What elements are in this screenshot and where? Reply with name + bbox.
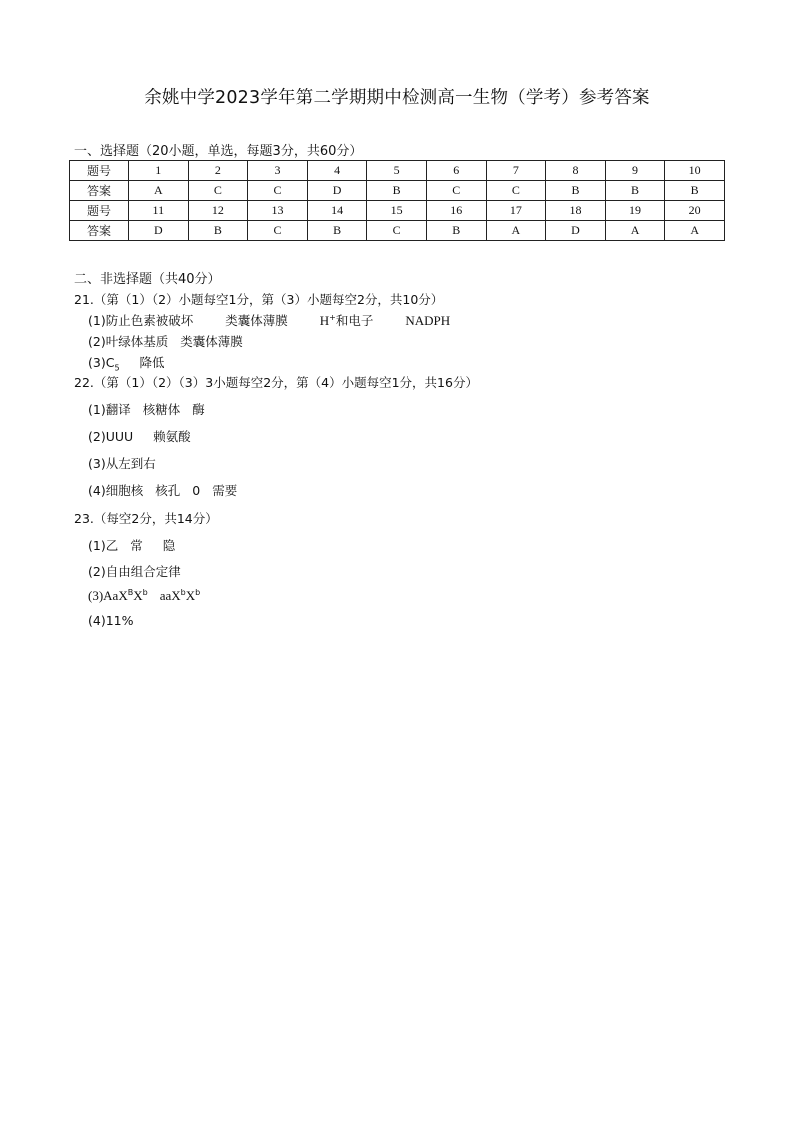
- table-cell: A: [129, 181, 189, 201]
- q23-header: 23.（每空2分，共14分）: [74, 511, 218, 526]
- table-cell: 7: [486, 161, 546, 181]
- answer-text: 赖氨酸: [153, 429, 191, 444]
- table-cell: 16: [426, 201, 486, 221]
- table-cell: 17: [486, 201, 546, 221]
- table-cell: B: [307, 221, 367, 241]
- table-cell: B: [188, 221, 248, 241]
- table-row: [70, 201, 725, 221]
- table-cell: C: [426, 181, 486, 201]
- table-cell: 11: [129, 201, 189, 221]
- table-cell: D: [307, 181, 367, 201]
- table-cell: A: [665, 221, 725, 241]
- q22-answer-2: [88, 427, 191, 445]
- q21-answer-3: [88, 353, 165, 371]
- table-cell: 13: [248, 201, 308, 221]
- answer-text: X: [185, 588, 196, 603]
- answer-text: (3)AaX: [88, 588, 128, 603]
- answer-text: 酶: [192, 402, 205, 417]
- table-cell: 18: [546, 201, 606, 221]
- table-cell: 3: [248, 161, 308, 181]
- superscript: b: [195, 587, 201, 597]
- answer-text: 类囊体薄膜: [180, 334, 243, 349]
- table-cell: B: [426, 221, 486, 241]
- table-cell: 20: [665, 201, 725, 221]
- superscript: +: [329, 312, 336, 322]
- table-cell: C: [486, 181, 546, 201]
- answer-text: (1)乙: [88, 538, 119, 553]
- table-row: [70, 161, 725, 181]
- answer-text: 隐: [162, 538, 176, 553]
- answer-text: (3)C: [88, 355, 115, 370]
- answer-text: NADPH: [405, 313, 451, 328]
- table-cell: D: [129, 221, 189, 241]
- table-cell: A: [605, 221, 665, 241]
- table-cell: 19: [605, 201, 665, 221]
- table-cell: 6: [426, 161, 486, 181]
- q22-answer-3: (3)从左到右: [88, 456, 156, 471]
- row-label: 答案: [70, 221, 129, 241]
- table-cell: A: [486, 221, 546, 241]
- table-cell: 9: [605, 161, 665, 181]
- answer-text: H: [319, 313, 330, 328]
- answer-text: (2)叶绿体基质: [88, 334, 169, 349]
- q22-answer-1: [88, 400, 205, 418]
- q22-answer-4: [88, 481, 237, 499]
- answer-table: [69, 160, 725, 241]
- q23-answer-1: [88, 536, 175, 554]
- q23-answer-4: (4)11%: [88, 613, 134, 628]
- section2-heading: 二、非选择题（共40分）: [74, 272, 221, 287]
- superscript: b: [142, 587, 148, 597]
- page-title: 余姚中学2023学年第二学期期中检测高一生物（学考）参考答案: [144, 88, 650, 108]
- row-label: 答案: [70, 181, 129, 201]
- answer-text: 降低: [139, 355, 165, 370]
- q21-answer-1: [88, 311, 450, 329]
- q21-header: 21.（第（1）（2）小题每空1分，第（3）小题每空2分，共10分）: [74, 292, 444, 307]
- table-cell: 5: [367, 161, 427, 181]
- table-cell: 15: [367, 201, 427, 221]
- table-row: [70, 181, 725, 201]
- table-cell: B: [605, 181, 665, 201]
- subscript: 5: [114, 363, 120, 373]
- table-cell: B: [665, 181, 725, 201]
- q21-answer-2: [88, 332, 243, 350]
- answer-text: (1)防止色素被破坏: [88, 313, 194, 328]
- table-cell: 14: [307, 201, 367, 221]
- row-label: 题号: [70, 161, 129, 181]
- table-cell: 10: [665, 161, 725, 181]
- answer-text: 核孔: [155, 483, 181, 498]
- answer-text: X: [133, 588, 143, 603]
- answer-text: 类囊体薄膜: [225, 313, 288, 328]
- table-cell: B: [367, 181, 427, 201]
- q23-answer-2: (2)自由组合定律: [88, 564, 181, 579]
- answer-text: 需要: [212, 483, 238, 498]
- answer-text: 常: [130, 538, 143, 553]
- answer-text: (4)细胞核: [88, 483, 144, 498]
- q23-answer-3: [88, 588, 200, 604]
- table-cell: D: [546, 221, 606, 241]
- answer-text: 核糖体: [142, 402, 181, 417]
- answer-text: 0: [192, 483, 201, 498]
- table-cell: C: [248, 221, 308, 241]
- table-row: [70, 221, 725, 241]
- table-cell: C: [367, 221, 427, 241]
- table-cell: 8: [546, 161, 606, 181]
- answer-text: (1)翻译: [88, 402, 131, 417]
- superscript: B: [127, 587, 134, 597]
- row-label: 题号: [70, 201, 129, 221]
- answer-text: aaX: [159, 588, 181, 603]
- answer-text: (2)UUU: [88, 429, 134, 444]
- table-cell: C: [248, 181, 308, 201]
- table-cell: 12: [188, 201, 248, 221]
- table-cell: B: [546, 181, 606, 201]
- superscript: b: [180, 587, 186, 597]
- table-cell: 4: [307, 161, 367, 181]
- table-cell: C: [188, 181, 248, 201]
- table-cell: 1: [129, 161, 189, 181]
- q22-header: 22.（第（1）（2）（3）3小题每空2分，第（4）小题每空1分，共16分）: [74, 375, 478, 390]
- table-cell: 2: [188, 161, 248, 181]
- answer-text: 和电子: [335, 313, 374, 328]
- section1-heading: 一、选择题（20小题，单选，每题3分，共60分）: [74, 144, 363, 159]
